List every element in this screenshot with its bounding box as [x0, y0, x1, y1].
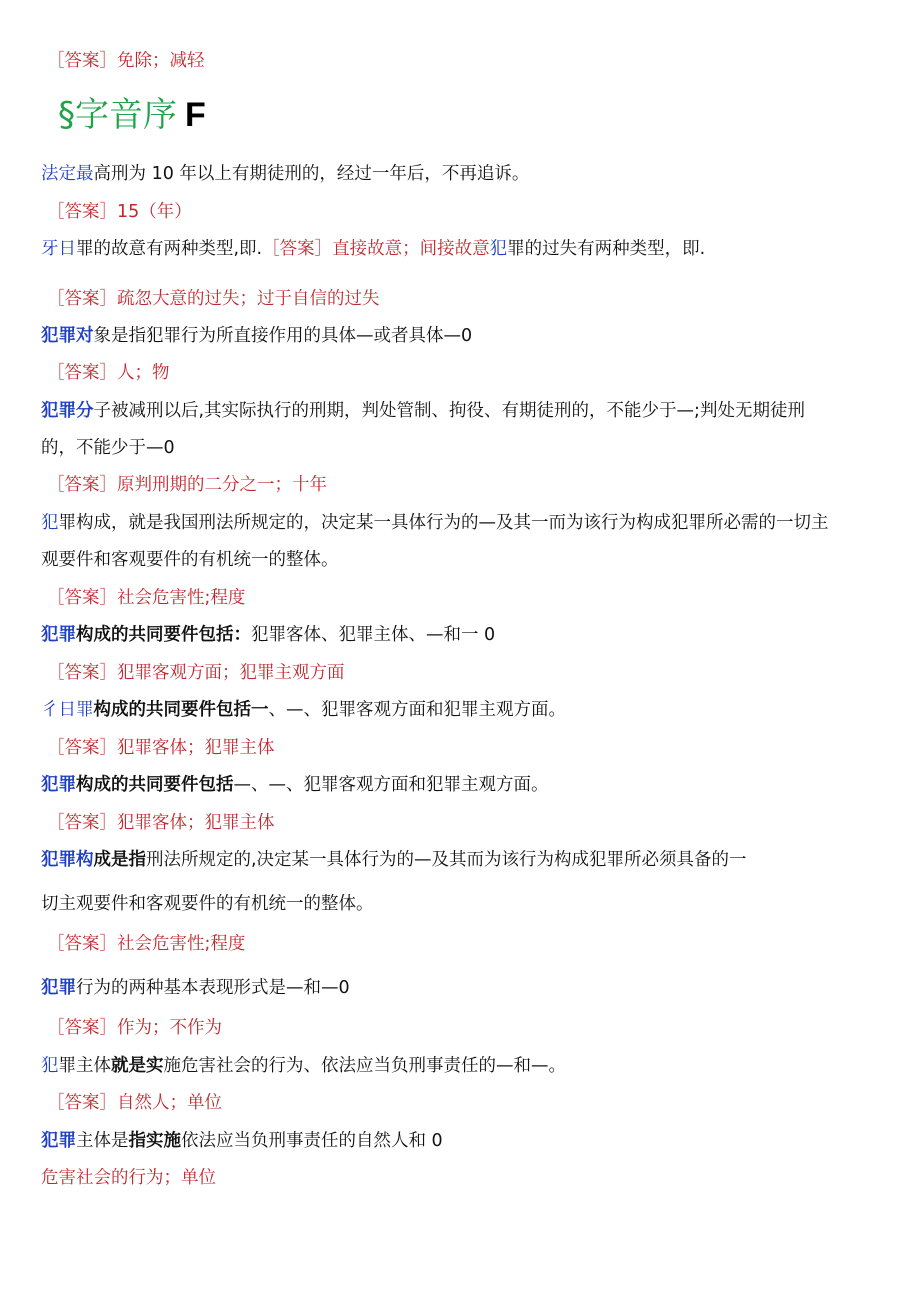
answer-line: ［答案］疏忽大意的过失；过于自信的过失 — [47, 289, 380, 309]
question-line — [41, 161, 529, 187]
question-line — [41, 1128, 443, 1154]
answer-line: ［答案］犯罪客体；犯罪主体 — [47, 813, 275, 833]
question-prefix: 犯罪 — [41, 978, 76, 998]
question-line — [41, 772, 549, 798]
section-title: §字音序 — [58, 95, 177, 135]
question-prefix: 犯罪构 — [41, 850, 94, 870]
question-text: 犯罪客体、犯罪主体、—和一 0 — [251, 625, 496, 645]
answer-line: ［答案］15（年） — [47, 202, 192, 222]
question-text: 施危害社会的行为、依法应当负刑事责任的—和—。 — [163, 1056, 566, 1076]
question-prefix: 牙日 — [41, 239, 76, 259]
question-prefix: 犯 — [41, 513, 59, 533]
question-text: 罪的过失有两种类型，即. — [507, 239, 706, 259]
question-line — [41, 510, 829, 536]
question-bold: 构成的共同要件包括 — [76, 775, 234, 795]
question-bold: 指实施 — [128, 1131, 181, 1151]
question-text: 主体是 — [76, 1131, 129, 1151]
question-text: 、—、犯罪客观方面和犯罪主观方面。 — [268, 700, 566, 720]
question-continuation: 的，不能少于—0 — [41, 438, 175, 458]
answer-line: ［答案］社会危害性;程度 — [47, 934, 246, 954]
question-prefix: 犯罪分 — [41, 401, 94, 421]
section-heading — [58, 94, 206, 136]
question-line — [41, 1053, 566, 1079]
question-text: 象是指犯罪行为所直接作用的具体—或者具体—0 — [93, 326, 473, 346]
question-line — [41, 236, 705, 262]
section-letter: F — [185, 96, 206, 134]
question-prefix: 犯罪 — [41, 625, 76, 645]
question-text: —、—、犯罪客观方面和犯罪主观方面。 — [233, 775, 549, 795]
question-prefix: 犯罪 — [41, 1131, 76, 1151]
question-line — [41, 398, 805, 424]
question-bold: 构成的共同要件包括一 — [93, 700, 269, 720]
question-text: 依法应当负刑事责任的自然人和 0 — [181, 1131, 443, 1151]
question-line — [41, 323, 472, 349]
question-text: 高刑为 10 年以上有期徒刑的，经过一年后，不再追诉。 — [93, 164, 530, 184]
question-text: 行为的两种基本表现形式是—和—0 — [76, 978, 350, 998]
question-text: 罪构成，就是我国刑法所规定的，决定某一具体行为的—及其一而为该行为构成犯罪所必需的一切主 — [58, 513, 829, 533]
inline-answer: ［答案］直接故意；间接故意 — [262, 239, 490, 259]
question-text: 子被减刑以后,其实际执行的刑期，判处管制、拘役、有期徒刑的，不能少于—;判处无期徒刑 — [93, 401, 805, 421]
question-prefix: 法定最 — [41, 164, 94, 184]
question-continuation: 观要件和客观要件的有机统一的整体。 — [41, 550, 339, 570]
question-line — [41, 697, 566, 723]
question-text: 罪的故意有两种类型,即. — [76, 239, 263, 259]
question-continuation: 切主观要件和客观要件的有机统一的整体。 — [41, 894, 374, 914]
question-text: 罪主体 — [58, 1056, 111, 1076]
answer-line: ［答案］原判刑期的二分之一；十年 — [47, 475, 327, 495]
question-text: 刑法所规定的,决定某一具体行为的—及其而为该行为构成犯罪所必须具备的一 — [146, 850, 747, 870]
question-bold: 构成的共同要件包括： — [76, 625, 251, 645]
question-prefix: 犯罪对 — [41, 326, 94, 346]
question-prefix: 犯 — [489, 239, 508, 259]
question-bold: 成是指 — [93, 850, 146, 870]
answer-line: ［答案］免除；减轻 — [47, 51, 205, 71]
question-line — [41, 975, 350, 1001]
answer-line: ［答案］人；物 — [47, 363, 170, 383]
answer-line: ［答案］犯罪客体；犯罪主体 — [47, 738, 275, 758]
answer-line: ［答案］作为；不作为 — [47, 1018, 222, 1038]
question-line — [41, 622, 495, 648]
answer-line: ［答案］社会危害性;程度 — [47, 588, 246, 608]
question-prefix: 犯罪 — [41, 775, 76, 795]
answer-line: 危害社会的行为；单位 — [41, 1168, 216, 1188]
answer-line: ［答案］自然人；单位 — [47, 1093, 222, 1113]
question-bold: 就是实 — [111, 1056, 164, 1076]
question-prefix: 犯 — [41, 1056, 59, 1076]
answer-line: ［答案］犯罪客观方面；犯罪主观方面 — [47, 663, 345, 683]
question-prefix: 彳日罪 — [41, 700, 94, 720]
question-line — [41, 847, 747, 873]
